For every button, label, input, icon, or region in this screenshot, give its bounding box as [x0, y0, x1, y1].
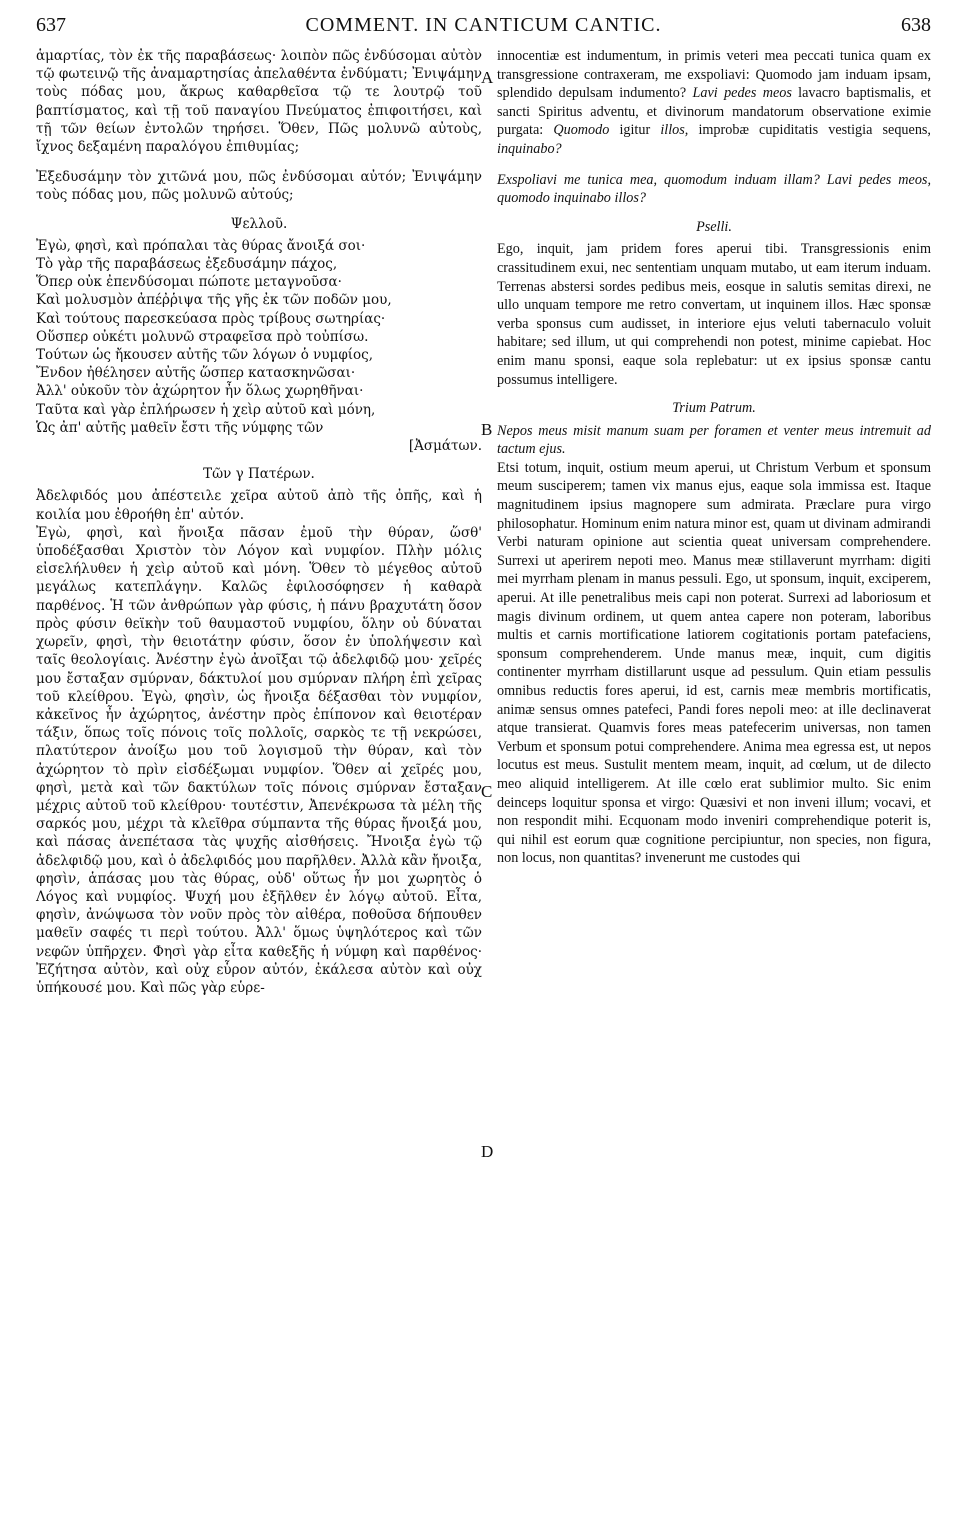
greek-paragraph: Ἐξεδυσάμην τὸν χιτῶνά μου, πῶς ἐνδύσομαι αὐτόν; Ἐνιψάμην τοὺς πόδας μου, πῶς μολυνῶ αὐτούς; [36, 169, 482, 204]
latin-paragraph: Exspoliavi me tunica mea, quomodum induam illam? Lavi pedes meos, quomodo inquinabo illos? [497, 171, 931, 207]
section-heading: Pselli. [696, 218, 732, 235]
verse-line: Οὕσπερ οὐκέτι μολυνῶ στραφεῖσα πρὸ τοὐπίσω. [36, 328, 369, 345]
greek-paragraph: [Ἀσμάτων. [408, 438, 482, 455]
verse-line: Ταῦτα καὶ γὰρ ἐπλήρωσεν ἡ χεὶρ αὐτοῦ καὶ μόνη, [36, 401, 376, 418]
latin-paragraph: Etsi totum, inquit, ostium meum aperui, ut Christum Verbum et sponsum meum susciperem; tamen vix manus ejus, eaque sola immissa est. Itaque magnitudinem ipsius magnopere sum admirata. Præclare pura virgo philosophatur. Hominum enim natura minor est, quam ut divinam admirandi Verbi naturam opinione aut scientia queat universam comprehendere. Surrexi ut aperirem nepoti meo. Manus meæ stillaverunt myrrham: digiti mei myrrham plenam in manus pessuli. Ego, ut sponsum, inquit, exciperem, aperui. At ille penetralibus meis capi non poterat. Surrexi ad laboriosum et magis divinum ordinem, ut quem antea capere non poteram, laboribus multis et carnis mortificatione latiorem cogitationis portam patefaciens, sponsum comprehenderem. Unde manus meæ, inquit, cum digitis continenter myrrham distillarunt usque ad pessulum. Quin etiam pessulis omnibus reductis fores aperui, id est, carnis meæ membris mortificatis, animæ sensus omnes patefeci, Pandi fores nepoli meo: at ille declinaverat atque transierat. Quamvis fores meas patefecerim universas, non tamen Verbum et sponsum potui comprehendere. Anima mea egressa est, ut nepos locutus est meus. Sustulit mentem meam, inquit, ad cœlum, ut de dilecto meo aliquid intelligerem. At ille cœlo erat sublimior multo. Sic enim deinceps loquitur sponsa et virgo: Quæsivi et non inveni illum; vocavi, et non respondit mihi. Ecquonam modo inveniri comprehendique poterit is, qui nihil est eorum quæ cognitione percipiuntur, non species, non figura, non locus, non quantitas? invenerunt me custodes qui [497, 459, 931, 867]
section-marker-d: D [481, 1142, 494, 1161]
verse-line: Ὅπερ οὐκ ἐπενδύσομαι πώποτε μεταγνοῦσα· [36, 274, 342, 291]
section-marker-c: C [481, 782, 493, 801]
greek-paragraph: Ἐγὼ, φησὶ, καὶ ἤνοιξα πᾶσαν ἐμοῦ τὴν θύραν, ὥσθ' ὑποδέξασθαι Χριστὸν τὸν Λόγον καὶ νυμφίον. Πλὴν μόλις εἰσελήλυθεν ἡ χεὶρ αὐτοῦ καὶ μόνη. Ὅθεν τὸ μέγεθος αὐτοῦ μεγάλως κατεπλάγην. Καλῶς ἐφιλοσόφησεν ἡ καθαρὰ παρθένος. Ἡ τῶν ἀνθρώπων γὰρ φύσις, ἡ πάνυ βραχυτάτη ὅσον πρὸς φύσιν θεϊκὴν τοῦ θαυμαστοῦ νυμφίου, ὅλην οὐ δύναται χωρεῖν, φησὶ, τὴν θειοτάτην φύσιν, ὅσον ἐν ὑπολήψεσιν καὶ ταῖς θεολογίαις. Ἀνέστην ἐγὼ ἀνοῖξαι τῷ ἀδελφιδῷ μου· χεῖρές μου ἔσταξαν σμύρναν, δάκτυλοί μου σμύρναν πλήρη ἐπὶ χεῖρας τοῦ κλείθρου. Ἐγὼ, φησὶν, ὡς ἤνοιξα δέξασθαι τὸν νυμφίον, κἀκεῖνος ἦν ἀχώρητος, ἀνέστην πρὸς ἐπίπονον καὶ θειοτέραν τάξιν, ὅπως τοῖς πόνοις τοῖς πολλοῖς, σαρκὸς τε τῇ νεκρώσει, πλατύτερον ἀνοίξω μου τοῦ λογισμοῦ τὴν θύραν, καὶ τὸν ἀχώρητον τὸ πρὶν εἰσδέξωμαι νυμφίον. Ὅθεν αἱ χεῖρές μου, φησὶ, μετὰ καὶ τῶν δακτύλων τοῖς πόνοις σμύρναν ἔσταξαν μέχρις αὐτοῦ τοῦ κλείθρου· τουτέστιν, Ἀπενέκρωσα τὰ μέλη τῆς σαρκός μου, μέχρι τὰ κλεῖθρα σύμπαντα τῆς θύρας ἤνοιξά μου, καὶ πάσας ἀνεπέτασα τὰς ψυχῆς αἰσθήσεις. Ἤνοιξα ἐγὼ τῷ ἀδελφιδῷ μου, καὶ ὁ ἀδελφιδός μου παρῆλθεν. Ἀλλὰ κἂν ἤνοιξα, φησὶν, ἁπάσας μου τὰς θύρας, οὐδ' οὕτως ἦν μοι χωρητὸς ὁ Λόγος καὶ νυμφίος. Ψυχή μου ἐξῆλθεν ἐν λόγῳ αὐτοῦ. Εἶτα, φησὶν, ἀνώψωσα τὸν νοῦν πρὸς τὸν αἰθέρα, ποθοῦσα δήπουθεν μαθεῖν σαφές τι περὶ τούτου. Ἀλλ' ὅμως ὑψηλότερος καὶ τῶν νεφῶν ὑπῆρχεν. Φησὶ γὰρ εἶτα καθεξῆς ἡ νύμφη καὶ παρθένος· Ἐζήτησα αὐτὸν, καὶ οὐχ εὗρον αὐτόν, ἐκάλεσα αὐτὸν καὶ οὐχ ὑπήκουσέ μου. Καὶ πῶς γὰρ εὑρε- [36, 524, 482, 996]
section-marker-a: A [481, 68, 494, 87]
section-marker-b: B [481, 420, 493, 439]
verse-line: Ἐγὼ, φησὶ, καὶ πρόπαλαι τὰς θύρας ἄνοιξά σοι· [36, 237, 366, 254]
latin-paragraph: Ego, inquit, jam pridem fores aperui tibi. Transgressionis enim crassitudinem exui, nec sententiam unquam mutabo, ut eam iterum induam. Terrenas abstersi sordes pedibus meis, eosque in salutis semitas direxi, ne ullo unquam tempore me retro convertam, ut inquinem illos. Hæc sponsæ verba sponsus cum audisset, in interiore ejus veluti tabernaculo voluit habitare; sed illum, ut qui comprehendi non potest, minime capiebat. Hoc enim manu sponsi, eaque sola replebatur: ut ex ipsius sponsæ cantu possumus intelligere. [497, 241, 931, 388]
greek-paragraph: Ἀδελφιδός μου ἀπέστειλε χεῖρα αὐτοῦ ἀπὸ τῆς ὀπῆς, καὶ ἡ κοιλία μου ἐθροήθη ἐπ' αὐτόν. [36, 488, 482, 523]
page-number-left: 637 [36, 14, 66, 36]
greek-column [36, 47, 482, 997]
section-heading: Τῶν γ Πατέρων. [203, 466, 315, 483]
verse-line: Ἔνδον ἠθέλησεν αὐτῆς ὥσπερ κατασκηνῶσαι· [36, 365, 356, 382]
section-heading: Ψελλοῦ. [230, 215, 288, 232]
verse-line: Τὸ γὰρ τῆς παραβάσεως ἐξεδυσάμην πάχος, [36, 256, 338, 273]
running-header [36, 14, 931, 38]
page-number-right: 638 [901, 14, 931, 36]
latin-paragraph: Nepos meus misit manum suam per foramen et venter meus intremuit ad tactum ejus. [497, 422, 931, 458]
latin-column [497, 47, 931, 868]
verse-line: Καὶ τούτους παρεσκεύασα πρὸς τρίβους σωτηρίας· [36, 310, 386, 327]
verse-line: Ὡς ἀπ' αὐτῆς μαθεῖν ἔστι τῆς νύμφης τῶν [36, 419, 324, 436]
section-heading: Trium Patrum. [672, 400, 756, 417]
greek-paragraph: ἁμαρτίας, τὸν ἐκ τῆς παραβάσεως· λοιπὸν πῶς ἐνδύσομαι αὐτὸν τῷ φωτεινῷ τῆς ἀναμαρτησίας ἀπελαθέντα ἐνδύματι; Ἐνιψάμην τοὺς πόδας μου, ἄκρως καθαρθεῖσα τῷ τε λουτρῷ τοῦ βαπτίσματος, καὶ τῇ τοῦ παναγίου Πνεύματος ἐπιφοιτήσει, καὶ τῇ τῶν θείων ἐντολῶν τηρήσει. Ὅθεν, Πῶς μολυνῶ αὐτοὺς, ἴχνος δεξαμένη παραλόγου ἐπιθυμίας; [36, 48, 482, 156]
running-title: COMMENT. IN CANTICUM CANTIC. [305, 14, 662, 36]
latin-paragraph: innocentiæ est indumentum, in primis veteri mea peccati tunica quam ex transgressione contraxeram, me exspoliavi: Quomodo jam induam ipsam, splendido depulsam indumento? Lavi pedes meos lavacro baptismalis, et sancti Spiritus adventu, et divinorum mandatorum observatione eximie purgata: Quomodo igitur illos, improbæ cupiditatis vestigia sequens, inquinabo? [497, 48, 931, 157]
verse-line: Ἀλλ' οὐκοῦν τὸν ἀχώρητον ἦν ὅλως χωρηθῆναι· [36, 383, 364, 400]
verse-line: Τούτων ὡς ἤκουσεν αὐτῆς τῶν λόγων ὁ νυμφίος, [36, 347, 374, 364]
verse-line: Καὶ μολυσμὸν ἀπέῤῥιψα τῆς γῆς ἐκ τῶν ποδῶν μου, [36, 292, 392, 309]
